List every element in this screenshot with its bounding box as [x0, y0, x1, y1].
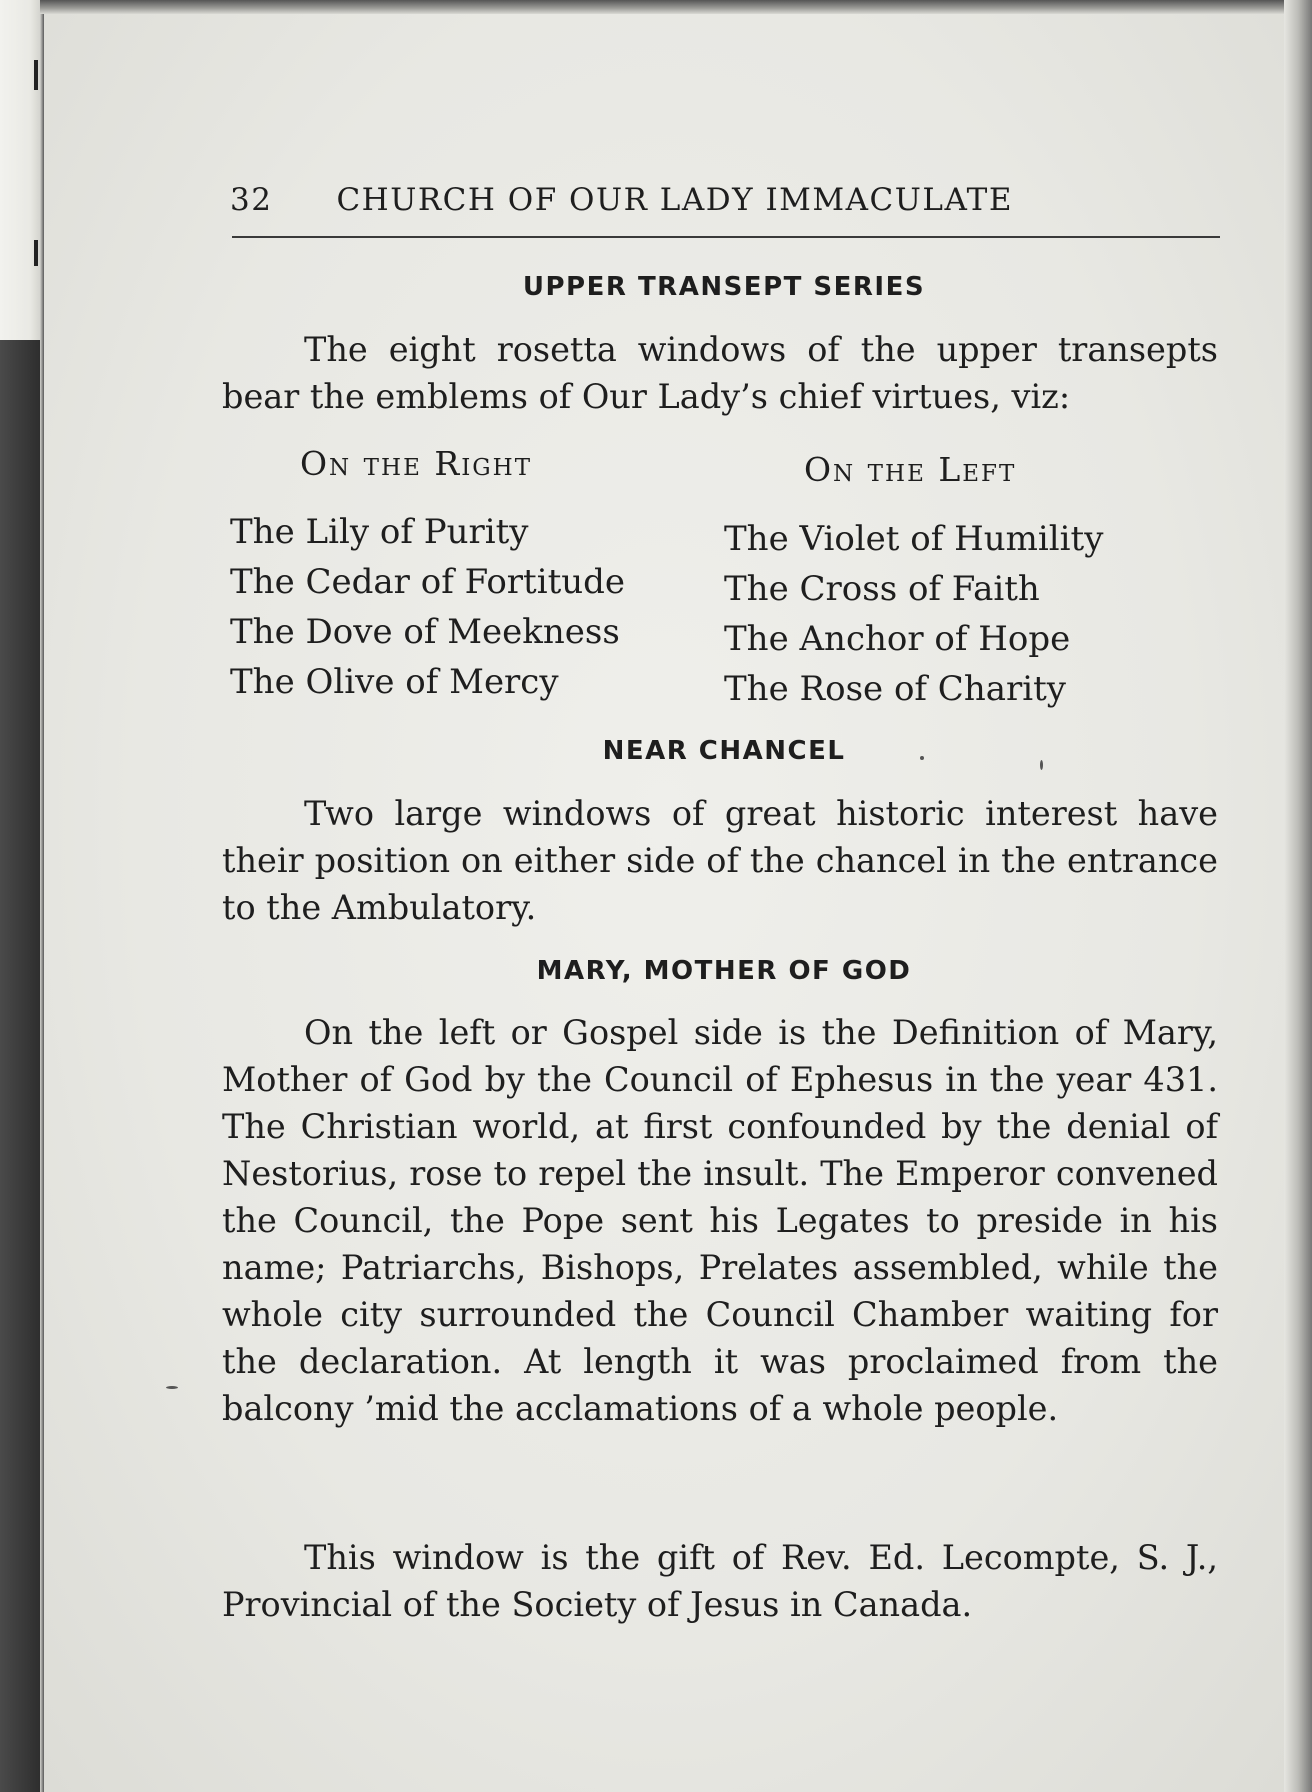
list-item: The Rose of Charity	[724, 669, 1066, 709]
page-top-edge	[40, 0, 1312, 14]
upper-transept-heading: UPPER TRANSEPT SERIES	[522, 272, 926, 302]
page-content	[44, 14, 1284, 1792]
scan-speck	[166, 1386, 178, 1389]
window-gift-text: This window is the gift of Rev. Ed. Lecompte, S. J., Provincial of the Society of Jesus in Canada.	[222, 1538, 1218, 1624]
list-item: The Anchor of Hope	[724, 619, 1071, 659]
running-title: CHURCH OF OUR LADY IMMACULATE	[336, 182, 1013, 218]
list-item: The Cedar of Fortitude	[230, 562, 626, 602]
near-chancel-text: Two large windows of great historic interest have their position on either side of the chancel in the entrance to the Ambulatory.	[222, 794, 1218, 927]
book-page	[44, 14, 1284, 1792]
adjacent-page-edge	[0, 0, 44, 1792]
adjacent-page-mark	[34, 240, 38, 266]
mary-mother-of-god-text: On the left or Gospel side is the Definition of Mary, Mother of God by the Council of Ephesus in the year 431. The Christian world, at first confounded by the denial of Nestorius, rose to repel the insult. The Emperor convened the Council, the Pope sent his Legates to preside in his name; Patriarchs, Bishops, Prelates assembled, while the whole city surrounded the Council Chamber waiting for the declaration. At length it was proclaimed from the balcony ’mid the acclamations of a whole people.	[222, 1013, 1218, 1428]
page-right-edge	[1284, 0, 1312, 1792]
list-item: The Cross of Faith	[724, 569, 1040, 609]
list-item: The Lily of Purity	[230, 512, 529, 552]
running-header	[230, 182, 1220, 218]
list-item: The Violet of Humility	[724, 519, 1104, 559]
scan-speck	[920, 756, 924, 760]
list-item: The Dove of Meekness	[230, 612, 620, 652]
right-virtues-list	[230, 507, 625, 707]
page-number: 32	[230, 182, 273, 218]
left-column-heading: On the Left	[804, 450, 1017, 489]
list-item: The Olive of Mercy	[230, 662, 559, 702]
left-virtues-list	[724, 514, 1103, 714]
scan-speck	[1040, 760, 1043, 770]
mary-mother-of-god-heading: MARY, MOTHER OF GOD	[536, 956, 912, 986]
adjacent-page-shadow	[0, 340, 40, 1792]
near-chancel-heading: NEAR CHANCEL	[602, 736, 846, 766]
upper-transept-intro: The eight rosetta windows of the upper transepts bear the emblems of Our Lady’s chief virtues, viz:	[222, 330, 1218, 416]
right-column-heading: On the Right	[300, 444, 533, 483]
header-rule	[232, 236, 1220, 238]
adjacent-page-mark	[34, 60, 38, 90]
